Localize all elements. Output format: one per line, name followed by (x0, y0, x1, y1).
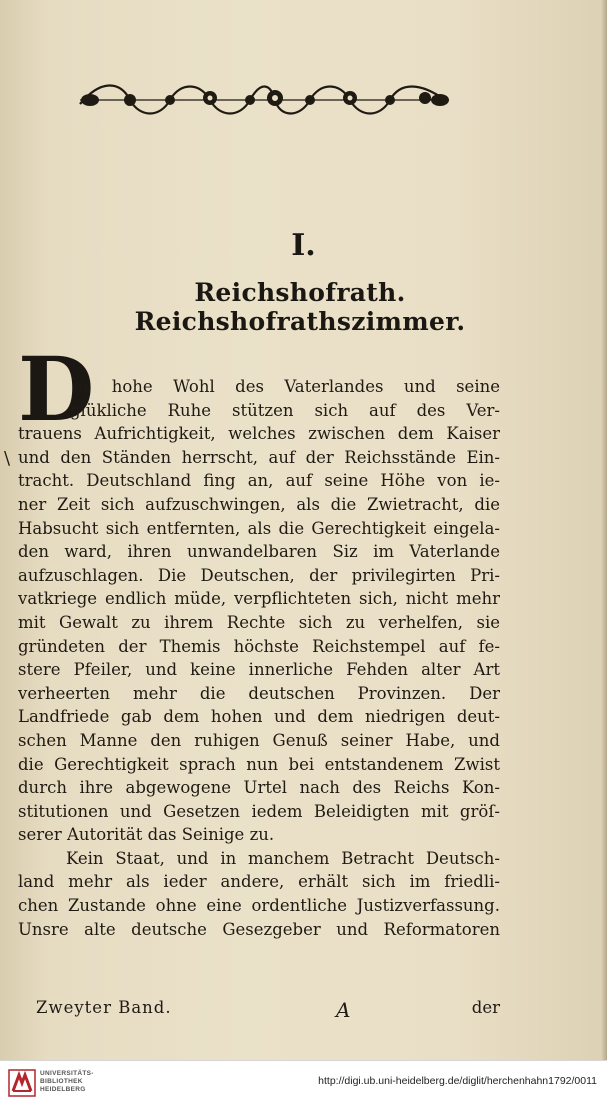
chapter-title: Reichshofrath. Reichshofrathszimmer. (134, 278, 466, 336)
decorative-ornament-band (70, 70, 455, 130)
text-line: aufzuschlagen. Die Deutschen, der privilegirten Pri- (18, 565, 500, 585)
margin-mark: \ (4, 448, 11, 469)
library-name-line: UNIVERSITÄTS- (40, 1070, 94, 1077)
text-line: trauens Aufrichtigkeit, welches zwischen dem Kaiser (18, 424, 500, 444)
text-line: as hohe Wohl des Vaterlandes und seine (73, 377, 500, 396)
text-line: chen Zustande ohne eine ordentliche Justizverfassung. (18, 896, 500, 916)
text-line: Habsucht sich entfernten, als die Gerechtigkeit eingela- (18, 518, 500, 538)
text-line: vatkriege endlich müde, verpflichteten sich, nicht mehr (18, 589, 500, 609)
text-line: die Gerechtigkeit sprach nun bei entstandenem Zwist (18, 754, 500, 774)
text-line: gründeten der Themis höchste Reichstempel auf fe- (18, 636, 500, 656)
text-line: Unsre alte deutsche Gesezgeber und Reformatoren (18, 919, 500, 939)
chapter-number: I. (291, 228, 316, 263)
library-name (40, 1070, 94, 1094)
text-line: und den Ständen herrscht, auf der Reichsstände Ein- (18, 447, 500, 467)
viewer-footer-bar (0, 1060, 607, 1103)
page-footer (18, 998, 500, 1024)
text-line: tracht. Deutschland fing an, auf seine Höhe von ie- (18, 471, 500, 491)
signature-letter: A (336, 998, 351, 1022)
text-line: ner Zeit sich aufzuschwingen, als die Zwietracht, die (18, 494, 500, 514)
source-url-link[interactable]: http://digi.ub.uni-heidelberg.de/diglit/herchenhahn1792/0011 (318, 1075, 597, 1087)
text-line: durch ihre abgewogene Urtel nach des Reichs Kon- (18, 778, 500, 798)
text-line: verheerten mehr die deutschen Provinzen. Der (18, 683, 500, 703)
library-name-line: BIBLIOTHEK (40, 1078, 83, 1085)
university-library-logo-icon[interactable] (8, 1069, 36, 1097)
text-line: serer Autorität das Seinige zu. (18, 825, 275, 845)
drop-capital: D (18, 337, 95, 441)
text-line: glükliche Ruhe stützen sich auf des Ver- (70, 400, 500, 420)
text-line: stitutionen und Gesetzen iedem Beleidigten mit gröſ- (18, 801, 500, 821)
body-text (18, 375, 500, 941)
text-line: den ward, ihren unwandelbaren Siz im Vaterlande (18, 542, 500, 562)
text-line: land mehr als ieder andere, erhält sich im friedli- (18, 872, 500, 892)
text-line: Landfriede gab dem hohen und dem niedrigen deut- (18, 707, 500, 727)
catchword: der (471, 998, 500, 1017)
text-line: schen Manne den ruhigen Genuß seiner Habe, und (18, 730, 500, 750)
text-line: Kein Staat, und in manchem Betracht Deutsch- (66, 848, 500, 868)
library-name-line: HEIDELBERG (40, 1086, 86, 1093)
signature-mark: Zweyter Band. (36, 998, 172, 1017)
text-line: mit Gewalt zu ihrem Rechte sich zu verhelfen, sie (18, 612, 500, 632)
text-line: stere Pfeiler, und keine innerliche Fehden alter Art (18, 660, 500, 680)
